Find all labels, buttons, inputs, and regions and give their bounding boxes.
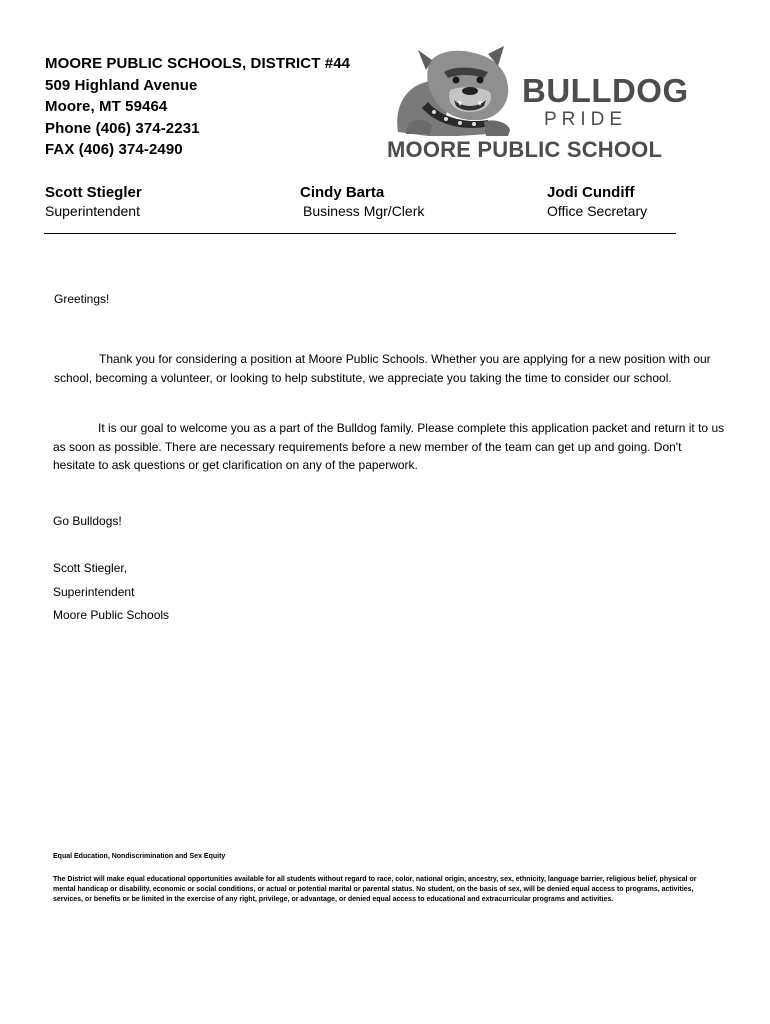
signature-organization: Moore Public Schools bbox=[53, 608, 170, 622]
letter-paragraph-1: Thank you for considering a position at Moore Public Schools. Whether you are applying for a new position with our school, becoming a volunteer, or looking to help substitute, we appreciate you taking the time to consider our school. bbox=[54, 352, 711, 385]
logo-pride-text: PRIDE bbox=[544, 109, 628, 130]
staff-role: Office Secretary bbox=[547, 203, 648, 219]
staff-name: Cindy Barta bbox=[300, 184, 385, 201]
staff-role: Superintendent bbox=[45, 203, 140, 219]
staff-role: Business Mgr/Clerk bbox=[303, 203, 425, 219]
bulldog-mascot-icon bbox=[388, 46, 524, 138]
letter-paragraph-2: It is our goal to welcome you as a part of the Bulldog family. Please complete this application packet and return it to us as soon as possible. There are necessary requirements before a new member of the team can get up and going. Don't hesitate to ask questions or get clarification on any of the paperwork. bbox=[53, 421, 725, 472]
signature-name: Scott Stiegler, bbox=[53, 561, 128, 575]
logo-school-text: MOORE PUBLIC SCHOOL bbox=[387, 137, 663, 162]
signature-title: Superintendent bbox=[53, 585, 135, 599]
district-fax: FAX (406) 374-2490 bbox=[45, 141, 183, 158]
header-divider bbox=[44, 233, 676, 234]
equity-statement-title: Equal Education, Nondiscrimination and Sex Equity bbox=[53, 853, 226, 860]
school-logo bbox=[384, 46, 689, 166]
staff-name: Scott Stiegler bbox=[45, 184, 142, 201]
district-name: MOORE PUBLIC SCHOOLS, DISTRICT #44 bbox=[45, 55, 351, 72]
equity-statement-text: The District will make equal educational opportunities available for all students without regard to race, color, national origin, ancestry, sex, ethnicity, language barrier, religious belief, physical or mental handicap or disability, economic or social conditions, or actual or potential marital or parental status. No student, on the basis of sex, will be denied equal access to programs, activities, services, or benefits or be limited in the exercise of any right, privilege, or advantage, or denied equal access to educational and extracurricular programs and activities. bbox=[53, 876, 697, 903]
logo-bulldog-text: BULLDOG bbox=[522, 72, 689, 109]
district-city: Moore, MT 59464 bbox=[45, 98, 168, 115]
district-phone: Phone (406) 374-2231 bbox=[45, 119, 200, 137]
district-address-block bbox=[45, 53, 350, 161]
letter-greeting: Greetings! bbox=[54, 292, 110, 306]
staff-superintendent bbox=[45, 184, 142, 220]
staff-name: Jodi Cundiff bbox=[547, 184, 635, 201]
staff-business-manager bbox=[300, 184, 424, 220]
staff-office-secretary bbox=[547, 184, 647, 220]
district-street: 509 Highland Avenue bbox=[45, 76, 198, 94]
letter-closing: Go Bulldogs! bbox=[53, 514, 122, 528]
